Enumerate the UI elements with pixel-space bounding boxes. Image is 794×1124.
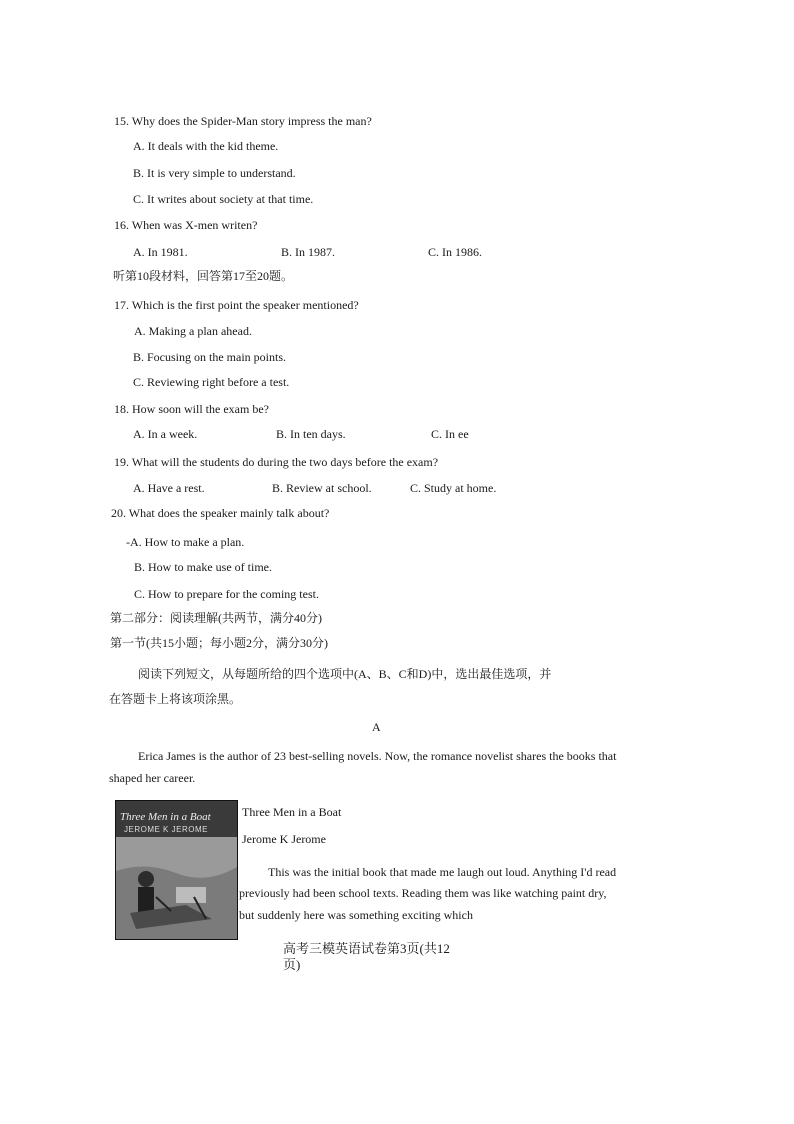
book-cover-image — [115, 800, 238, 940]
question-17-option-a: A. Making a plan ahead. — [134, 324, 252, 338]
question-17-stem: 17. Which is the first point the speaker mentioned? — [114, 298, 359, 312]
question-18-option-a: A. In a week. — [133, 427, 198, 441]
book-cover-author: JEROME K JEROME — [124, 825, 208, 834]
question-19-option-c: C. Study at home. — [410, 481, 497, 495]
question-16-option-a: A. In 1981. — [133, 245, 188, 259]
passage-intro-line2: shaped her career. — [109, 771, 196, 785]
question-15-option-b: B. It is very simple to understand. — [133, 166, 296, 180]
question-16-option-c: C. In 1986. — [428, 245, 482, 259]
question-15-stem: 15. Why does the Spider-Man story impress the man? — [114, 114, 372, 128]
question-19-stem: 19. What will the students do during the two days before the exam? — [114, 455, 439, 469]
question-20-option-b: B. How to make use of time. — [134, 560, 272, 574]
listening-instruction: 听第10段材料，回答第17至20题。 — [113, 269, 294, 283]
passage-intro-line1: Erica James is the author of 23 best-selling novels. Now, the romance novelist shares the books that — [138, 749, 617, 763]
question-20-stem: 20. What does the speaker mainly talk about? — [111, 506, 330, 520]
question-15-option-c: C. It writes about society at that time. — [133, 192, 314, 206]
question-18-option-b: B. In ten days. — [276, 427, 346, 441]
question-20-option-a: -A. How to make a plan. — [126, 535, 245, 549]
reading-directions-line2: 在答题卡上将该项涂黑。 — [109, 692, 242, 706]
reading-directions-line1: 阅读下列短文，从每题所给的四个选项中(A、B、C和D)中，选出最佳选项，并 — [138, 667, 552, 681]
page-footer-line1: 高考三模英语试卷第3页(共12 — [283, 941, 450, 956]
question-19-option-a: A. Have a rest. — [133, 481, 205, 495]
book-review-line1: This was the initial book that made me laugh out loud. Anything I'd read — [268, 865, 617, 879]
book-cover-title: Three Men in a Boat — [120, 811, 211, 823]
question-18-stem: 18. How soon will the exam be? — [114, 402, 269, 416]
page-footer-line2: 页) — [283, 957, 301, 972]
book-title: Three Men in a Boat — [242, 805, 342, 819]
question-20-option-c: C. How to prepare for the coming test. — [134, 587, 319, 601]
question-17-option-b: B. Focusing on the main points. — [133, 350, 286, 364]
section1-title: 第一节(共15小题；每小题2分，满分30分) — [110, 636, 328, 650]
question-15-option-a: A. It deals with the kid theme. — [133, 139, 279, 153]
passage-label: A — [372, 720, 381, 734]
question-18-option-c: C. In ee — [431, 427, 469, 441]
question-16-option-b: B. In 1987. — [281, 245, 335, 259]
question-19-option-b: B. Review at school. — [272, 481, 372, 495]
question-16-stem: 16. When was X-men writen? — [114, 218, 258, 232]
part2-title: 第二部分：阅读理解(共两节，满分40分) — [110, 611, 322, 625]
book-review-line2: previously had been school texts. Reading them was like watching paint dry, — [239, 886, 607, 900]
book-review-line3: but suddenly here was something exciting which — [239, 908, 473, 922]
question-17-option-c: C. Reviewing right before a test. — [133, 375, 290, 389]
book-author: Jerome K Jerome — [242, 832, 326, 846]
